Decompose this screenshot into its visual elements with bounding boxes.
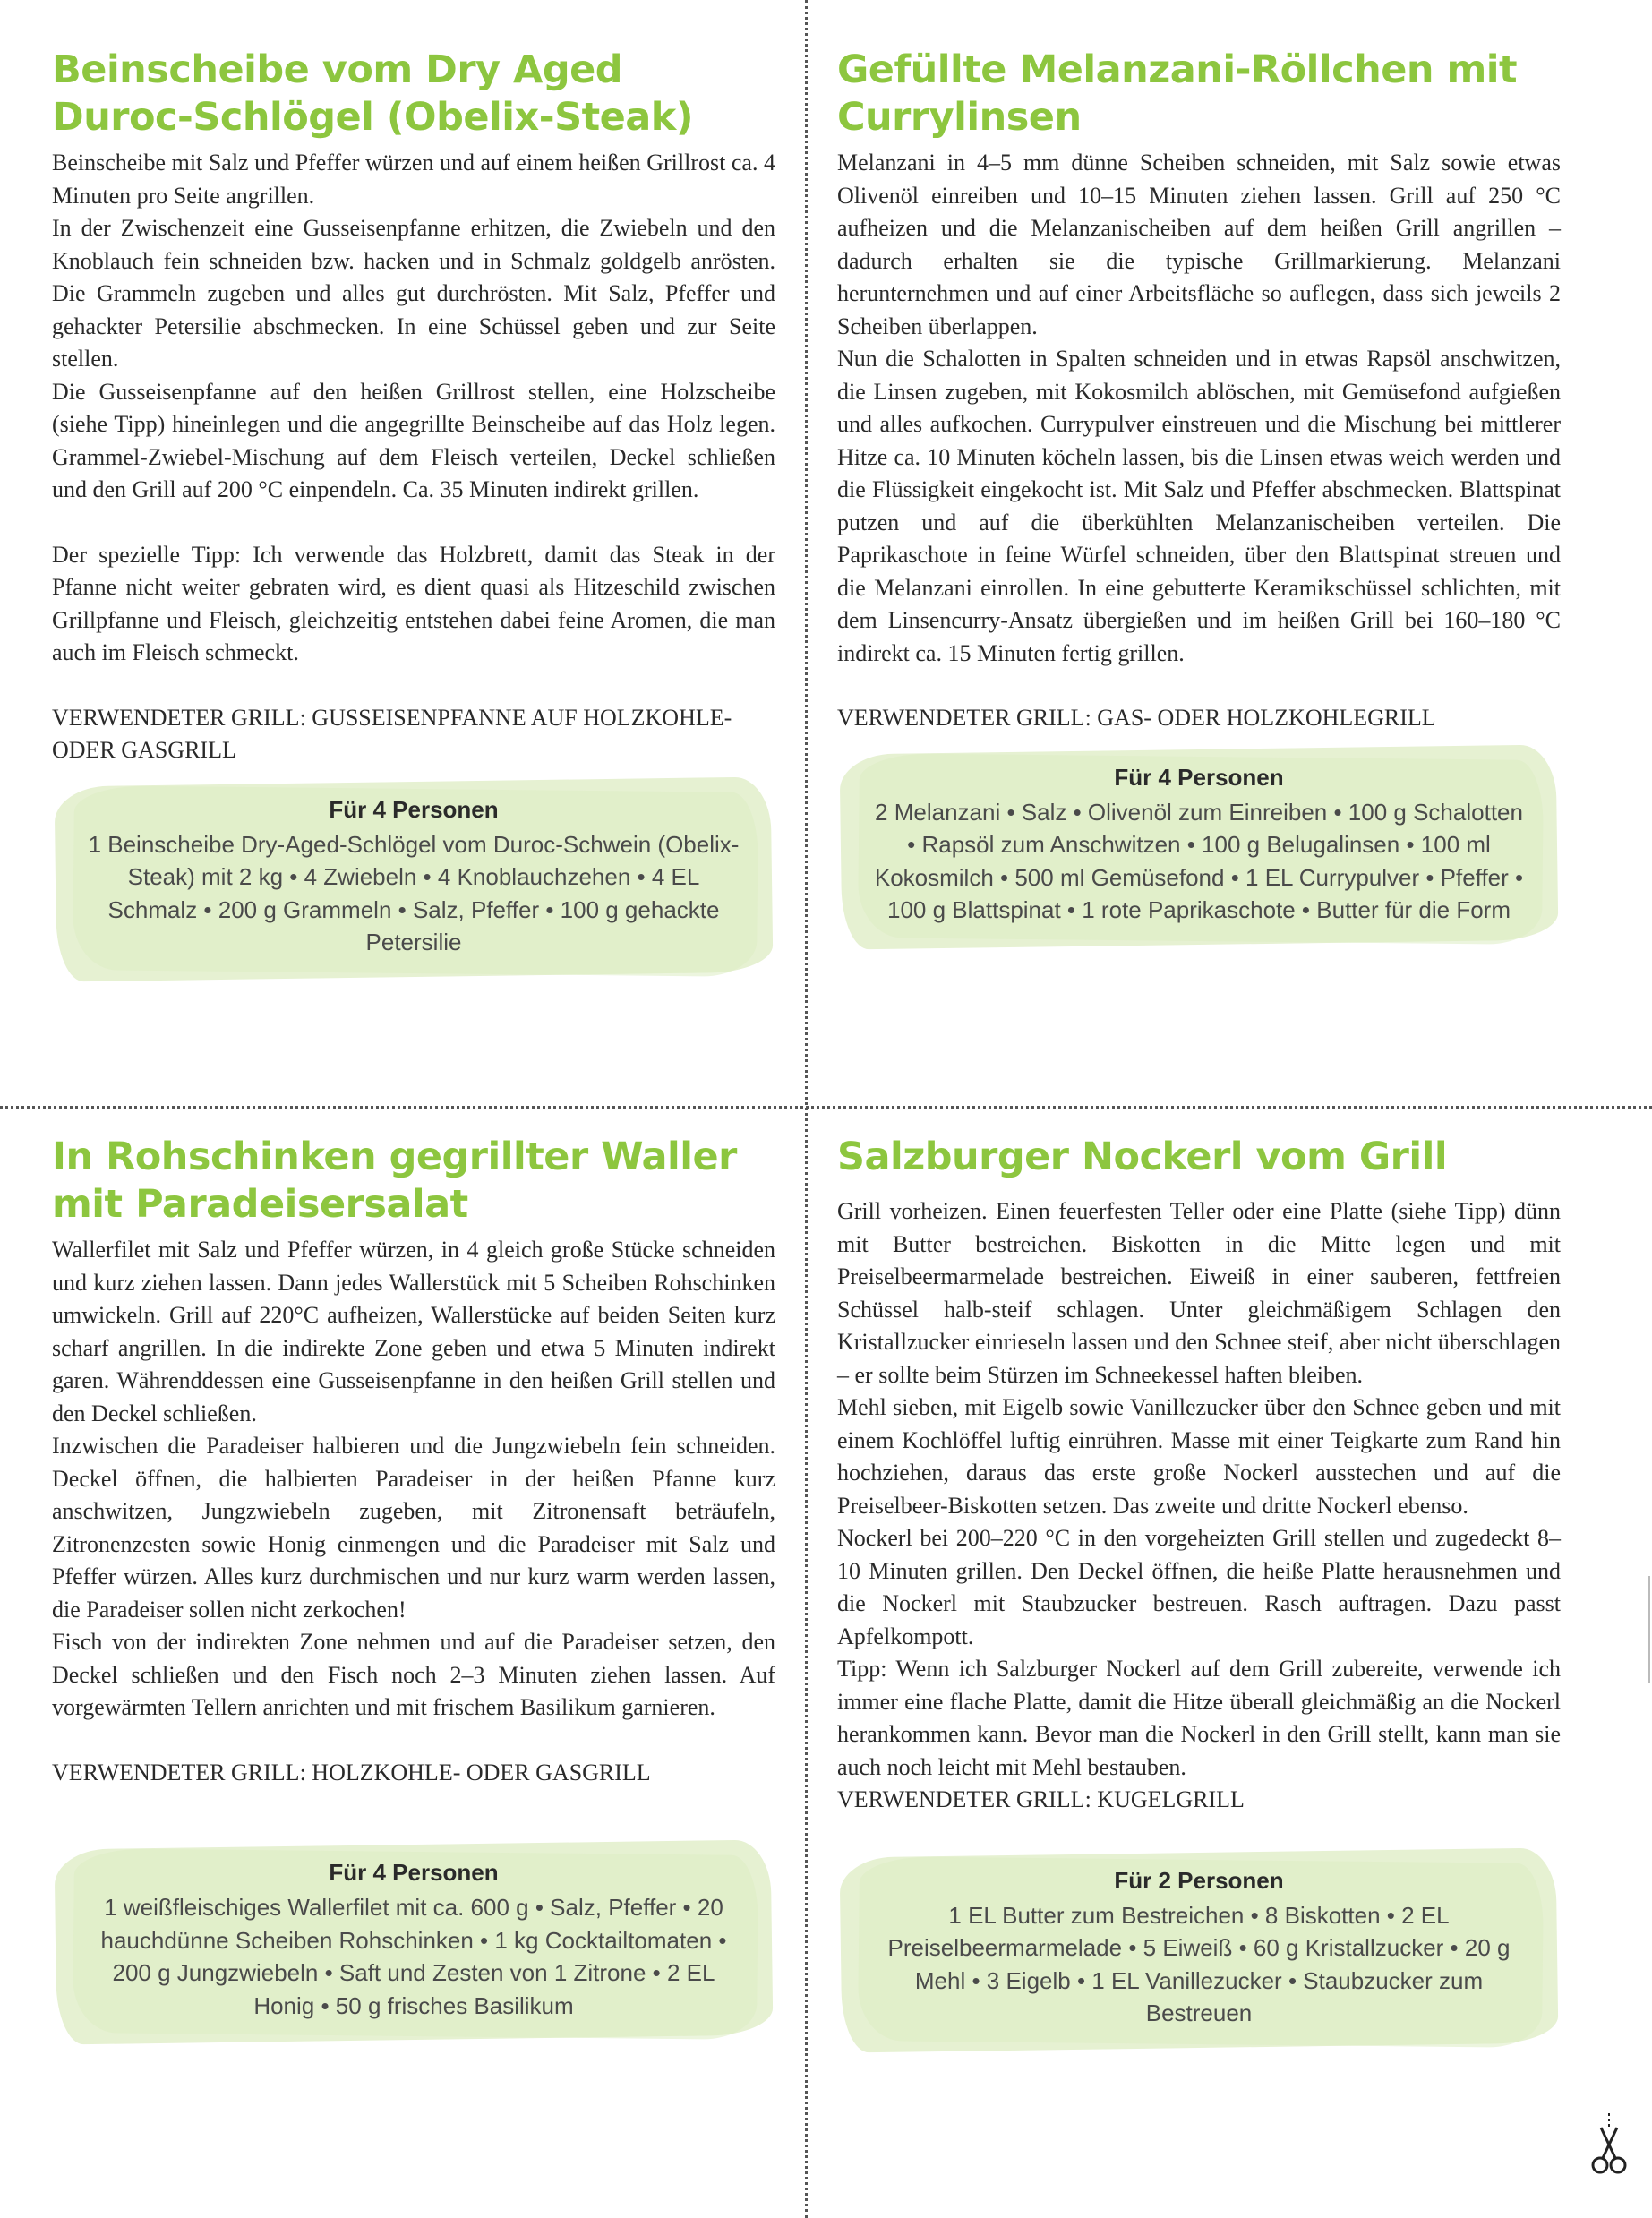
ingredients-box: [56, 1845, 772, 2040]
ingredients-list: 2 Melanzani • Salz • Olivenöl zum Einreiben • 100 g Schalotten • Rapsöl zum Anschwitzen • 100 g Belugalinsen • 100 ml Kokosmilch • 500 ml Gemüsefond • 1 EL Currypulver • Pfeffer • 100 g Blattspinat • 1 rote Paprikaschote • Butter für die Form: [874, 798, 1524, 923]
recipe-title: Salzburger Nockerl vom Grill: [837, 1135, 1448, 1179]
grill-used-label: VERWENDETER GRILL: KUGELGRILL: [837, 1786, 1245, 1812]
instruction-paragraph: In der Zwischenzeit eine Gusseisenpfanne erhitzen, die Zwiebeln und den Knoblauch fein schneiden bzw. hacken und in Schmalz goldgelb anrösten. Die Grammeln zugeben und alles gut durchrösten. Mit Salz, Pfeffer und gehackter Petersilie abschmecken. In eine Schüssel geben und zur Seite stellen.: [52, 215, 775, 372]
scissors-icon: [1588, 2113, 1630, 2178]
recipe-card-waller: [52, 1134, 775, 2040]
servings-heading: Für 4 Personen: [329, 795, 499, 823]
recipe-card-obelix-steak: [52, 47, 775, 977]
instruction-paragraph: Melanzani in 4–5 mm dünne Scheiben schneiden, mit Salz sowie etwas Olivenöl einreiben und 10–15 Minuten ziehen lassen. Grill auf 250 °C aufheizen und die Melanzanischeiben auf dem heißen Grill angrillen – dadurch erhalten sie die typische Grillmarkierung. Melanzani herunternehmen und auf einer Arbeitsfläche so auflegen, dass sich jeweils 2 Scheiben überlappen.: [837, 150, 1561, 339]
instruction-paragraph: Fisch von der indirekten Zone nehmen und auf die Paradeiser setzen, den Deckel schließen und den Fisch noch 2–3 Minuten ziehen lassen. Auf vorgewärmten Tellern anrichten und mit frischem Basilikum garnieren.: [52, 1629, 775, 1720]
recipe-title: Gefüllte Melanzani-Röllchen mit Currylinsen: [837, 47, 1518, 140]
recipe-title: In Rohschinken gegrillter Waller mit Paradeisersalat: [52, 1135, 737, 1227]
ingredients-box: [56, 782, 772, 977]
servings-heading: Für 4 Personen: [329, 1859, 499, 1886]
instruction-paragraph: Beinscheibe mit Salz und Pfeffer würzen und auf einem heißen Grillrost ca. 4 Minuten pro Seite angrillen.: [52, 150, 775, 209]
instruction-paragraph: Mehl sieben, mit Eigelb sowie Vanillezucker über den Schnee geben und mit einem Kochlöffel luftig einrühren. Masse mit einer Teigkarte zum Rand hin hochziehen, daraus das erste große Nockerl ausstechen und auf die Preiselbeer-Biskotten setzen. Das zweite und dritte Nockerl ebenso.: [837, 1394, 1561, 1519]
servings-heading: Für 4 Personen: [1114, 763, 1284, 791]
instruction-paragraph: Die Gusseisenpfanne auf den heißen Grillrost stellen, eine Holzscheibe (siehe Tipp) hineinlegen und die angegrillte Beinscheibe auf das Holz legen. Grammel-Zwiebel-Mischung auf dem Fleisch verteilen, Deckel schließen und den Grill auf 200 °C einpendeln. Ca. 35 Minuten indirekt grillen.: [52, 378, 775, 502]
instruction-paragraph: Inzwischen die Paradeiser halbieren und die Jungzwiebeln fein schneiden. Deckel öffnen, die halbierten Paradeiser in der heißen Pfanne kurz anschwitzen, Jungzwiebeln zugeben, mit Zitronensaft beträufeln, Zitronenzesten sowie Honig einmengen und die Paradeiser mit Salz und Pfeffer würzen. Alles kurz durchmischen und nur kurz warm werden lassen, die Paradeiser sollen nicht zerkochen!: [52, 1433, 775, 1623]
recipe-title: Beinscheibe vom Dry Aged Duroc-Schlögel (Obelix-Steak): [52, 47, 694, 140]
tip-paragraph: Der spezielle Tipp: Ich verwende das Holzbrett, damit das Steak in der Pfanne nicht weiter gebraten wird, es dient quasi als Hitzeschild zwischen Grillpfanne und Fleisch, gleichzeitig entstehen dabei feine Aromen, die man auch im Fleisch schmeckt.: [52, 541, 775, 665]
grill-used-label: VERWENDETER GRILL: GAS- ODER HOLZKOHLEGRILL: [837, 705, 1436, 731]
tip-paragraph: Tipp: Wenn ich Salzburger Nockerl auf dem Grill zubereite, verwende ich immer eine flache Platte, damit die Hitze überall gleichmäßig an die Nockerl herankommen kann. Bevor man die Nockerl in den Grill stellt, kann man sie auch noch leicht mit Mehl bestauben.: [837, 1656, 1561, 1780]
ingredients-list: 1 EL Butter zum Bestreichen • 8 Biskotten • 2 EL Preiselbeermarmelade • 5 Eiweiß • 60 g Kristallzucker • 20 g Mehl • 3 Eigelb • 1 EL Vanillezucker • Staubzucker zum Bestreuen: [887, 1901, 1511, 2026]
recipe-instructions: [837, 147, 1561, 670]
servings-heading: Für 2 Personen: [1114, 1866, 1284, 1894]
ingredients-box: [841, 1853, 1557, 2048]
page-edge-mark: [1648, 1576, 1650, 1683]
instruction-paragraph: Nun die Schalotten in Spalten schneiden und in etwas Rapsöl anschwitzen, die Linsen zugeben, mit Kokosmilch ablöschen, mit Gemüsefond aufgießen und alles aufkochen. Currypulver einstreuen und die Mischung bei mittlerer Hitze ca. 10 Minuten köcheln lassen, bis die Linsen etwas weich werden und die Flüssigkeit eingekocht ist. Mit Salz und Pfeffer abschmecken. Blattspinat putzen und auf die überkühlten Melanzanischeiben verteilen. Die Paprikaschote in feine Würfel schneiden, über den Blattspinat streuen und die Melanzani einrollen. In eine gebutterte Keramikschüssel schlichten, mit dem Linsencurry-Ansatz übergießen und im heißen Grill bei 160–180 °C indirekt ca. 15 Minuten fertig grillen.: [837, 346, 1561, 666]
ingredients-list: 1 Beinscheibe Dry-Aged-Schlögel vom Duroc-Schwein (Obelix-Steak) mit 2 kg • 4 Zwiebeln • 4 Knoblauchzehen • 4 EL Schmalz • 200 g Grammeln • Salz, Pfeffer • 100 g gehackte Petersilie: [88, 830, 740, 955]
grill-used-label: VERWENDETER GRILL: GUSSEISENPFANNE AUF HOLZKOHLE- ODER GASGRILL: [52, 704, 732, 763]
instruction-paragraph: Wallerfilet mit Salz und Pfeffer würzen, in 4 gleich große Stücke schneiden und kurz ziehen lassen. Dann jedes Wallerstück mit 5 Scheiben Rohschinken umwickeln. Grill auf 220°C aufheizen, Wallerstücke auf beiden Seiten kurz scharf angrillen. In die indirekte Zone geben und etwa 5 Minuten indirekt garen. Währenddessen eine Gusseisenpfanne in den heißen Grill stellen und den Deckel schließen.: [52, 1237, 775, 1426]
grill-used-label: VERWENDETER GRILL: HOLZKOHLE- ODER GASGRILL: [52, 1759, 651, 1786]
instruction-paragraph: Nockerl bei 200–220 °C in den vorgeheizten Grill stellen und zugedeckt 8–10 Minuten grillen. Den Deckel öffnen, die heiße Platte herausnehmen und die Nockerl mit Staubzucker bestreuen. Rasch auftragen. Dazu passt Apfelkompott.: [837, 1525, 1561, 1649]
recipe-card-salzburger-nockerl: [837, 1134, 1561, 2048]
vertical-cut-line: [805, 0, 808, 2218]
recipe-instructions: [837, 1195, 1561, 1784]
horizontal-cut-line: [0, 1106, 1652, 1109]
recipe-instructions: [52, 147, 775, 670]
recipe-instructions: [52, 1234, 775, 1725]
ingredients-list: 1 weißfleischiges Wallerfilet mit ca. 600 g • Salz, Pfeffer • 20 hauchdünne Scheiben Rohschinken • 1 kg Cocktailtomaten • 200 g Jungzwiebeln • Saft und Zesten von 1 Zitrone • 2 EL Honig • 50 g frisches Basilikum: [100, 1894, 727, 2019]
ingredients-box: [841, 749, 1557, 945]
recipe-card-melanzani: [837, 47, 1561, 945]
instruction-paragraph: Grill vorheizen. Einen feuerfesten Teller oder eine Platte (siehe Tipp) dünn mit Butter bestreichen. Biskotten in die Mitte legen und mit Preiselbeermarmelade bestreichen. Eiweiß in einer sauberen, fettfreien Schüssel halb-steif schlagen. Unter gleichmäßigem Schlagen den Kristallzucker einrieseln lassen und den Schnee steif, aber nicht überschlagen – er sollte beim Stürzen im Schneekessel haften bleiben.: [837, 1198, 1561, 1388]
